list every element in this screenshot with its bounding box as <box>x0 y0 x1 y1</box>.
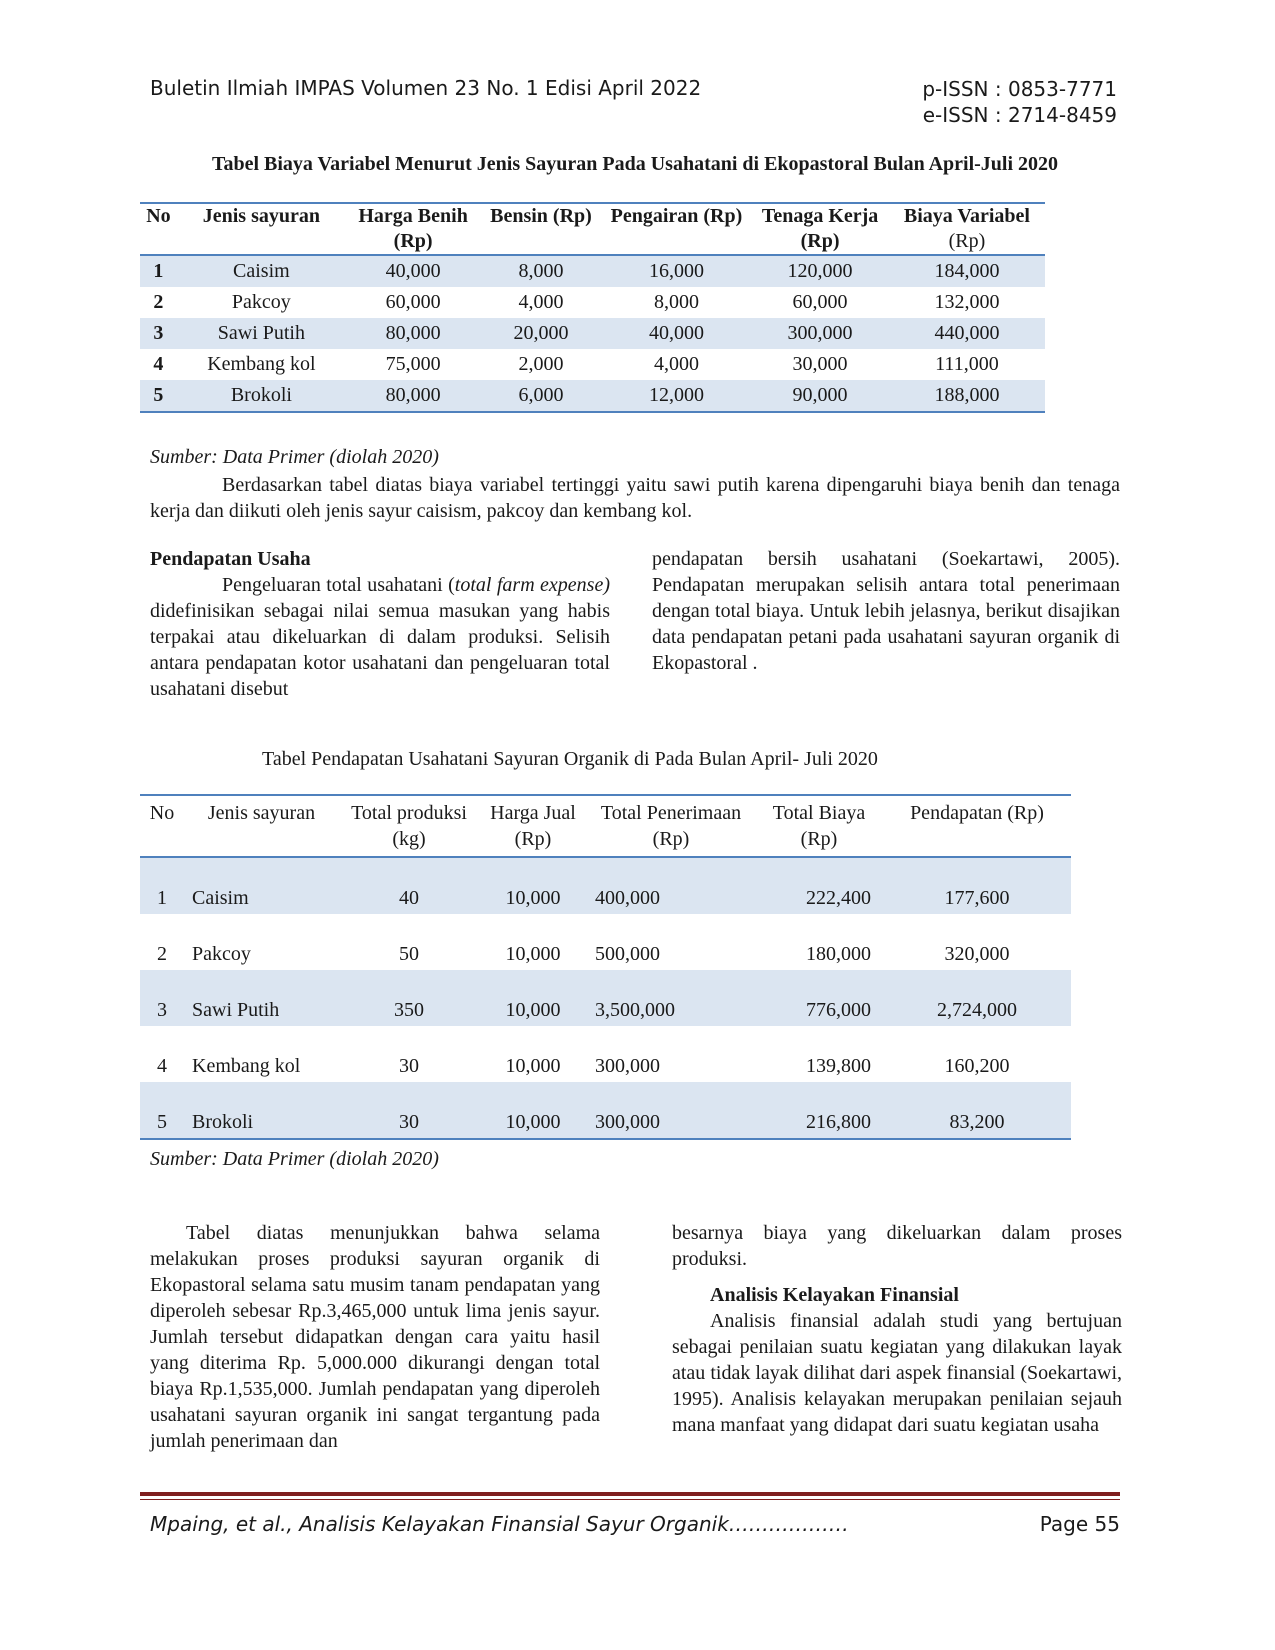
cell-no: 1 <box>140 857 184 914</box>
italic-term: total farm expense) <box>454 574 611 596</box>
footer-citation: Mpaing, et al., Analisis Kelayakan Finansial Sayur Organik……………… <box>150 1512 849 1536</box>
table1-source: Sumber: Data Primer (diolah 2020) <box>150 446 439 468</box>
cell-tenaga: 30,000 <box>792 353 848 375</box>
cell-harga: 60,000 <box>385 291 441 313</box>
cell-penerimaan: 500,000 <box>595 943 660 965</box>
cell-penerimaan: 300,000 <box>587 1082 755 1139</box>
cell-penerimaan: 400,000 <box>587 857 755 914</box>
table-header-row <box>140 795 1071 857</box>
left-column-bottom: Tabel diatas menunjukkan bahwa selama melakukan proses produksi sayuran organik di Ekopastoral selama satu musim tanam pendapatan yang diperoleh sebesar Rp.3,465,000 untuk lima jenis sayur. Jumlah tersebut didapatkan dengan cara yaitu hasil yang diterima Rp. 5,000.000 dikurangi dengan total biaya Rp.1,535,000. Jumlah pendapatan yang diperoleh usahatani sayuran organik ini sangat tergantung pada jumlah penerimaan dan <box>150 1222 600 1452</box>
footer-rule-thin <box>140 1499 1120 1500</box>
table2-title: Tabel Pendapatan Usahatani Sayuran Organik di Pada Bulan April- Juli 2020 <box>262 748 878 770</box>
cell-biaya: 776,000 <box>755 970 883 1026</box>
cell-harga: 80,000 <box>346 380 480 412</box>
table-row <box>140 318 1045 349</box>
cell-jenis: Pakcoy <box>231 291 291 313</box>
table-row <box>140 349 1045 380</box>
cell-bensin: 4,000 <box>518 291 564 313</box>
paragraph: besarnya biaya yang dikeluarkan dalam proses produksi. <box>672 1222 1122 1270</box>
col-pendapatan: Pendapatan (Rp) <box>910 802 1044 824</box>
cell-harga: 40,000 <box>346 255 480 287</box>
cell-no: 2 <box>157 943 167 965</box>
table-row <box>140 857 1071 914</box>
cell-jenis: Caisim <box>184 857 339 914</box>
cell-pendapatan: 83,200 <box>883 1082 1071 1139</box>
cell-jenis: Brokoli <box>184 1082 339 1139</box>
cell-pengairan: 8,000 <box>653 291 699 313</box>
col-biaya-unit: (Rp) <box>948 230 986 252</box>
variable-cost-table <box>140 202 1045 413</box>
cell-biaya: 222,400 <box>755 857 883 914</box>
cell-produksi: 50 <box>399 943 419 965</box>
cell-bensin: 2,000 <box>518 353 564 375</box>
cell-harga: 75,000 <box>385 353 441 375</box>
cell-tenaga: 90,000 <box>751 380 889 412</box>
cell-bensin: 20,000 <box>480 318 601 349</box>
cell-pendapatan: 177,600 <box>883 857 1071 914</box>
table1-title: Tabel Biaya Variabel Menurut Jenis Sayuran Pada Usahatani di Ekopastoral Bulan April-Juli 2020 <box>211 153 1059 175</box>
income-table <box>140 794 1071 1140</box>
issn-block <box>922 76 1117 128</box>
cell-biaya: 132,000 <box>934 291 1000 313</box>
col-total-produksi: Total produksi (kg) <box>351 802 467 850</box>
cell-biaya: 440,000 <box>889 318 1045 349</box>
cell-no: 5 <box>140 1082 184 1139</box>
cell-no: 5 <box>140 380 177 412</box>
cell-jenis: Caisim <box>177 255 346 287</box>
table-row <box>140 914 1071 970</box>
eissn: e-ISSN : 2714-8459 <box>922 103 1117 127</box>
cell-pengairan: 40,000 <box>602 318 752 349</box>
section-heading: Pendapatan Usaha <box>150 548 311 570</box>
cell-biaya: 180,000 <box>806 943 871 965</box>
page-number: Page 55 <box>1039 1512 1120 1536</box>
section-heading: Analisis Kelayakan Finansial <box>710 1284 959 1306</box>
table-row <box>140 1026 1071 1082</box>
right-column-bottom <box>672 1220 1122 1438</box>
cell-jenis: Kembang kol <box>207 353 316 375</box>
table-row <box>140 287 1045 318</box>
col-biaya-variabel <box>889 203 1045 255</box>
cell-harga: 80,000 <box>346 318 480 349</box>
cell-no: 3 <box>140 318 177 349</box>
table2-source: Sumber: Data Primer (diolah 2020) <box>150 1148 439 1170</box>
cell-no: 1 <box>140 255 177 287</box>
cell-penerimaan: 3,500,000 <box>587 970 755 1026</box>
col-total-biaya: Total Biaya (Rp) <box>772 802 866 850</box>
text-part: Pengeluaran total usahatani ( <box>222 574 455 596</box>
cell-biaya: 139,800 <box>806 1055 871 1077</box>
cell-biaya: 216,800 <box>755 1082 883 1139</box>
col-harga-benih: Harga Benih (Rp) <box>358 205 468 252</box>
cell-produksi: 40 <box>339 857 479 914</box>
cell-pendapatan: 2,724,000 <box>883 970 1071 1026</box>
cell-no: 4 <box>157 1055 167 1077</box>
paragraph: Analisis finansial adalah studi yang bertujuan sebagai penilaian suatu kegiatan yang dilakukan layak atau tidak layak dilihat dari aspek finansial (Soekartawi, 1995). Analisis kelayakan merupakan penilaian sejauh mana manfaat yang didapat dari suatu kegiatan usaha <box>672 1310 1122 1436</box>
col-jenis: Jenis sayuran <box>202 205 320 227</box>
col-jenis: Jenis sayuran <box>207 802 316 824</box>
cell-pengairan: 12,000 <box>602 380 752 412</box>
cell-tenaga: 300,000 <box>751 318 889 349</box>
table-header-row <box>140 203 1045 255</box>
col-tenaga-kerja: Tenaga Kerja (Rp) <box>761 205 879 252</box>
table-row <box>140 255 1045 287</box>
col-no: No <box>146 205 171 227</box>
cell-harga: 10,000 <box>479 970 587 1026</box>
paragraph <box>150 572 610 702</box>
table-row <box>140 1082 1071 1139</box>
cell-harga: 10,000 <box>479 1082 587 1139</box>
cell-tenaga: 60,000 <box>792 291 848 313</box>
cell-harga: 10,000 <box>479 857 587 914</box>
cell-biaya: 111,000 <box>935 353 999 375</box>
cell-pendapatan: 160,200 <box>944 1055 1010 1077</box>
cell-biaya: 188,000 <box>889 380 1045 412</box>
cell-biaya: 184,000 <box>889 255 1045 287</box>
cell-no: 4 <box>153 353 164 375</box>
table-row <box>140 380 1045 412</box>
cell-jenis: Kembang kol <box>192 1055 301 1077</box>
col-harga-jual: Harga Jual (Rp) <box>490 802 576 850</box>
col-no: No <box>149 802 175 824</box>
cell-penerimaan: 300,000 <box>595 1055 660 1077</box>
cell-pendapatan: 320,000 <box>944 943 1010 965</box>
col-bensin: Bensin (Rp) <box>490 205 592 227</box>
cell-no: 3 <box>140 970 184 1026</box>
cell-no: 2 <box>153 291 164 313</box>
table-row <box>140 970 1071 1026</box>
footer-rule <box>140 1492 1120 1496</box>
cell-produksi: 30 <box>339 1082 479 1139</box>
cell-pengairan: 16,000 <box>602 255 752 287</box>
paragraph-variable-cost: Berdasarkan tabel diatas biaya variabel tertinggi yaitu sawi putih karena dipengaruhi biaya benih dan tenaga kerja dan diikuti oleh jenis sayur caisism, pakcoy dan kembang kol. <box>150 474 1120 522</box>
text-part: didefinisikan sebagai nilai semua masukan yang habis terpakai atau dikeluarkan di dalam produksi. Selisih antara pendapatan kotor usahatani dan pengeluaran total usahatani disebut <box>150 600 610 700</box>
cell-harga: 10,000 <box>505 1055 561 1077</box>
cell-tenaga: 120,000 <box>751 255 889 287</box>
cell-bensin: 8,000 <box>480 255 601 287</box>
left-column-pendapatan <box>150 546 610 702</box>
cell-jenis: Pakcoy <box>192 943 251 965</box>
journal-header: Buletin Ilmiah IMPAS Volumen 23 No. 1 Edisi April 2022 <box>150 76 702 100</box>
cell-harga: 10,000 <box>505 943 561 965</box>
cell-jenis: Sawi Putih <box>177 318 346 349</box>
col-total-penerimaan: Total Penerimaan (Rp) <box>600 802 742 850</box>
cell-jenis: Brokoli <box>177 380 346 412</box>
right-column-pendapatan: pendapatan bersih usahatani (Soekartawi, 2005). Pendapatan merupakan selisih antara total penerimaan dengan total biaya. Untuk lebih jelasnya, berikut disajikan data pendapatan petani pada usahatani sayuran organik di Ekopastoral . <box>652 548 1120 674</box>
col-pengairan: Pengairan (Rp) <box>610 205 743 227</box>
pissn: p-ISSN : 0853-7771 <box>922 77 1117 101</box>
cell-produksi: 30 <box>399 1055 419 1077</box>
cell-pengairan: 4,000 <box>653 353 699 375</box>
cell-bensin: 6,000 <box>480 380 601 412</box>
col-biaya-label: Biaya Variabel <box>903 205 1030 227</box>
cell-produksi: 350 <box>339 970 479 1026</box>
cell-jenis: Sawi Putih <box>184 970 339 1026</box>
